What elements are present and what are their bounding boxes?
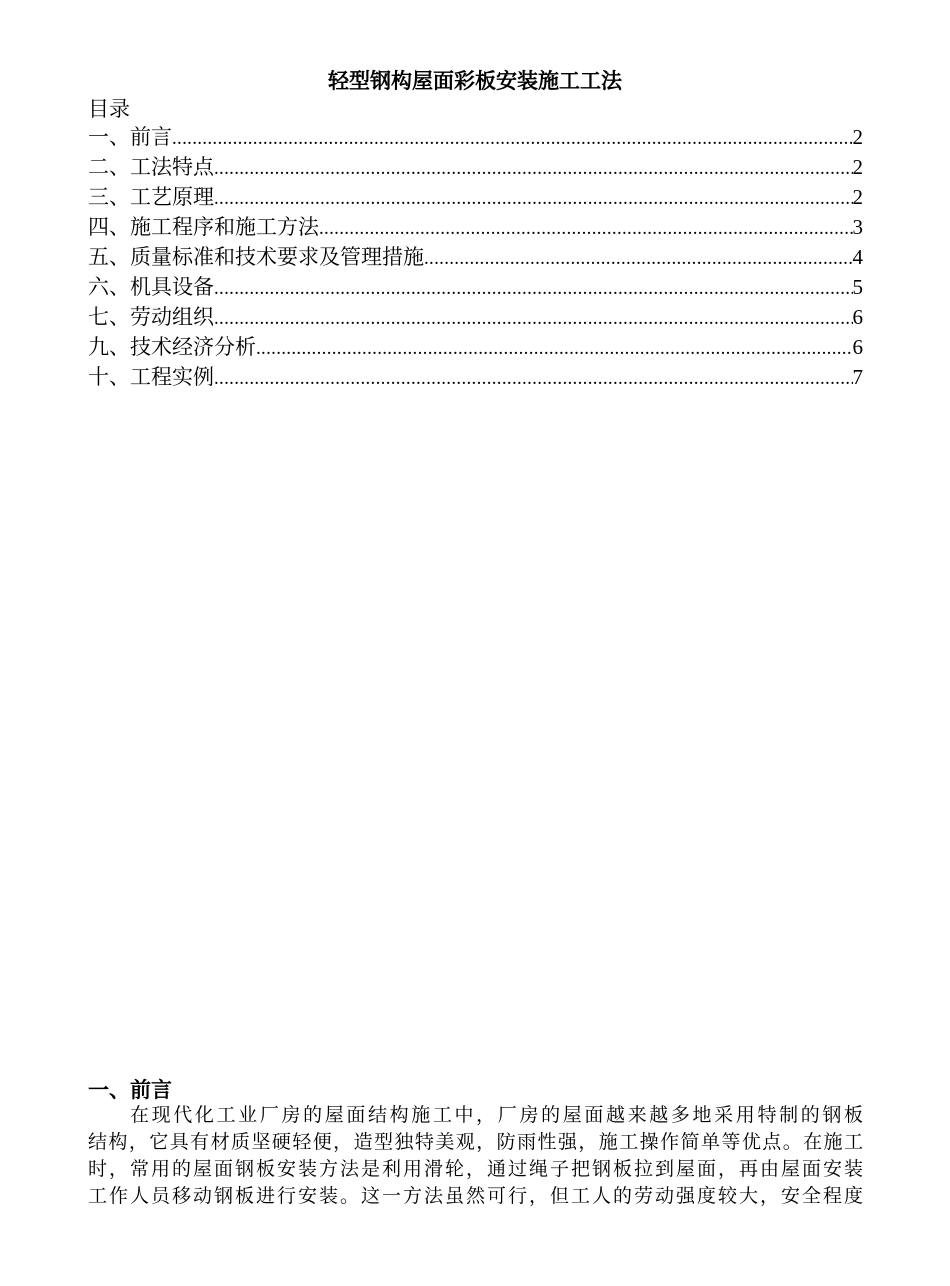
toc-dot-leader bbox=[214, 154, 853, 184]
toc-entry-page: 7 bbox=[852, 365, 863, 389]
toc-entry[interactable] bbox=[88, 212, 863, 242]
toc-entry-label: 一、前言 bbox=[88, 125, 172, 149]
toc-entry-label: 六、机具设备 bbox=[88, 275, 214, 299]
toc-entry-label: 二、工法特点 bbox=[88, 155, 214, 179]
toc-entry-page: 3 bbox=[852, 215, 863, 239]
toc-entry-label: 三、工艺原理 bbox=[88, 185, 214, 209]
toc-entry-page: 2 bbox=[852, 125, 863, 149]
section-heading: 一、前言 bbox=[88, 1078, 172, 1102]
toc-entry[interactable] bbox=[88, 122, 863, 152]
toc-entry[interactable] bbox=[88, 332, 863, 362]
toc-entry-label: 四、施工程序和施工方法 bbox=[88, 215, 319, 239]
toc-entry-page: 4 bbox=[852, 245, 863, 269]
toc-dot-leader bbox=[319, 214, 853, 244]
toc-entry[interactable] bbox=[88, 182, 863, 212]
paragraph-line: 工作人员移动钢板进行安装。这一方法虽然可行，但工人的劳动强度较大，安全程度 bbox=[88, 1185, 863, 1207]
toc-dot-leader bbox=[256, 334, 853, 364]
toc-entry-page: 2 bbox=[852, 155, 863, 179]
paragraph-line: 在现代化工业厂房的屋面结构施工中，厂房的屋面越来越多地采用特制的钢板 bbox=[130, 1104, 863, 1126]
toc-entry[interactable] bbox=[88, 152, 863, 182]
toc-entry-page: 6 bbox=[852, 335, 863, 359]
table-of-contents bbox=[88, 122, 863, 392]
toc-dot-leader bbox=[214, 304, 853, 334]
toc-entry[interactable] bbox=[88, 242, 863, 272]
toc-dot-leader bbox=[424, 244, 853, 274]
toc-entry-label: 十、工程实例 bbox=[88, 365, 214, 389]
paragraph-line: 时，常用的屋面钢板安装方法是利用滑轮，通过绳子把钢板拉到屋面，再由屋面安装 bbox=[88, 1158, 863, 1180]
toc-entry-label: 九、技术经济分析 bbox=[88, 335, 256, 359]
toc-dot-leader bbox=[214, 364, 853, 394]
document-title: 轻型钢构屋面彩板安装施工工法 bbox=[328, 69, 622, 93]
toc-dot-leader bbox=[214, 274, 853, 304]
toc-entry[interactable] bbox=[88, 302, 863, 332]
paragraph-line: 结构，它具有材质坚硬轻便，造型独特美观，防雨性强，施工操作简单等优点。在施工 bbox=[88, 1131, 863, 1153]
toc-entry-label: 七、劳动组织 bbox=[88, 305, 214, 329]
toc-dot-leader bbox=[214, 184, 853, 214]
toc-entry[interactable] bbox=[88, 272, 863, 302]
toc-entry[interactable] bbox=[88, 362, 863, 392]
section-paragraph bbox=[88, 1102, 863, 1210]
toc-entry-page: 6 bbox=[852, 305, 863, 329]
toc-entry-page: 2 bbox=[852, 185, 863, 209]
toc-entry-page: 5 bbox=[852, 275, 863, 299]
toc-dot-leader bbox=[172, 124, 853, 154]
toc-entry-label: 五、质量标准和技术要求及管理措施 bbox=[88, 245, 424, 269]
toc-heading: 目录 bbox=[88, 97, 130, 121]
